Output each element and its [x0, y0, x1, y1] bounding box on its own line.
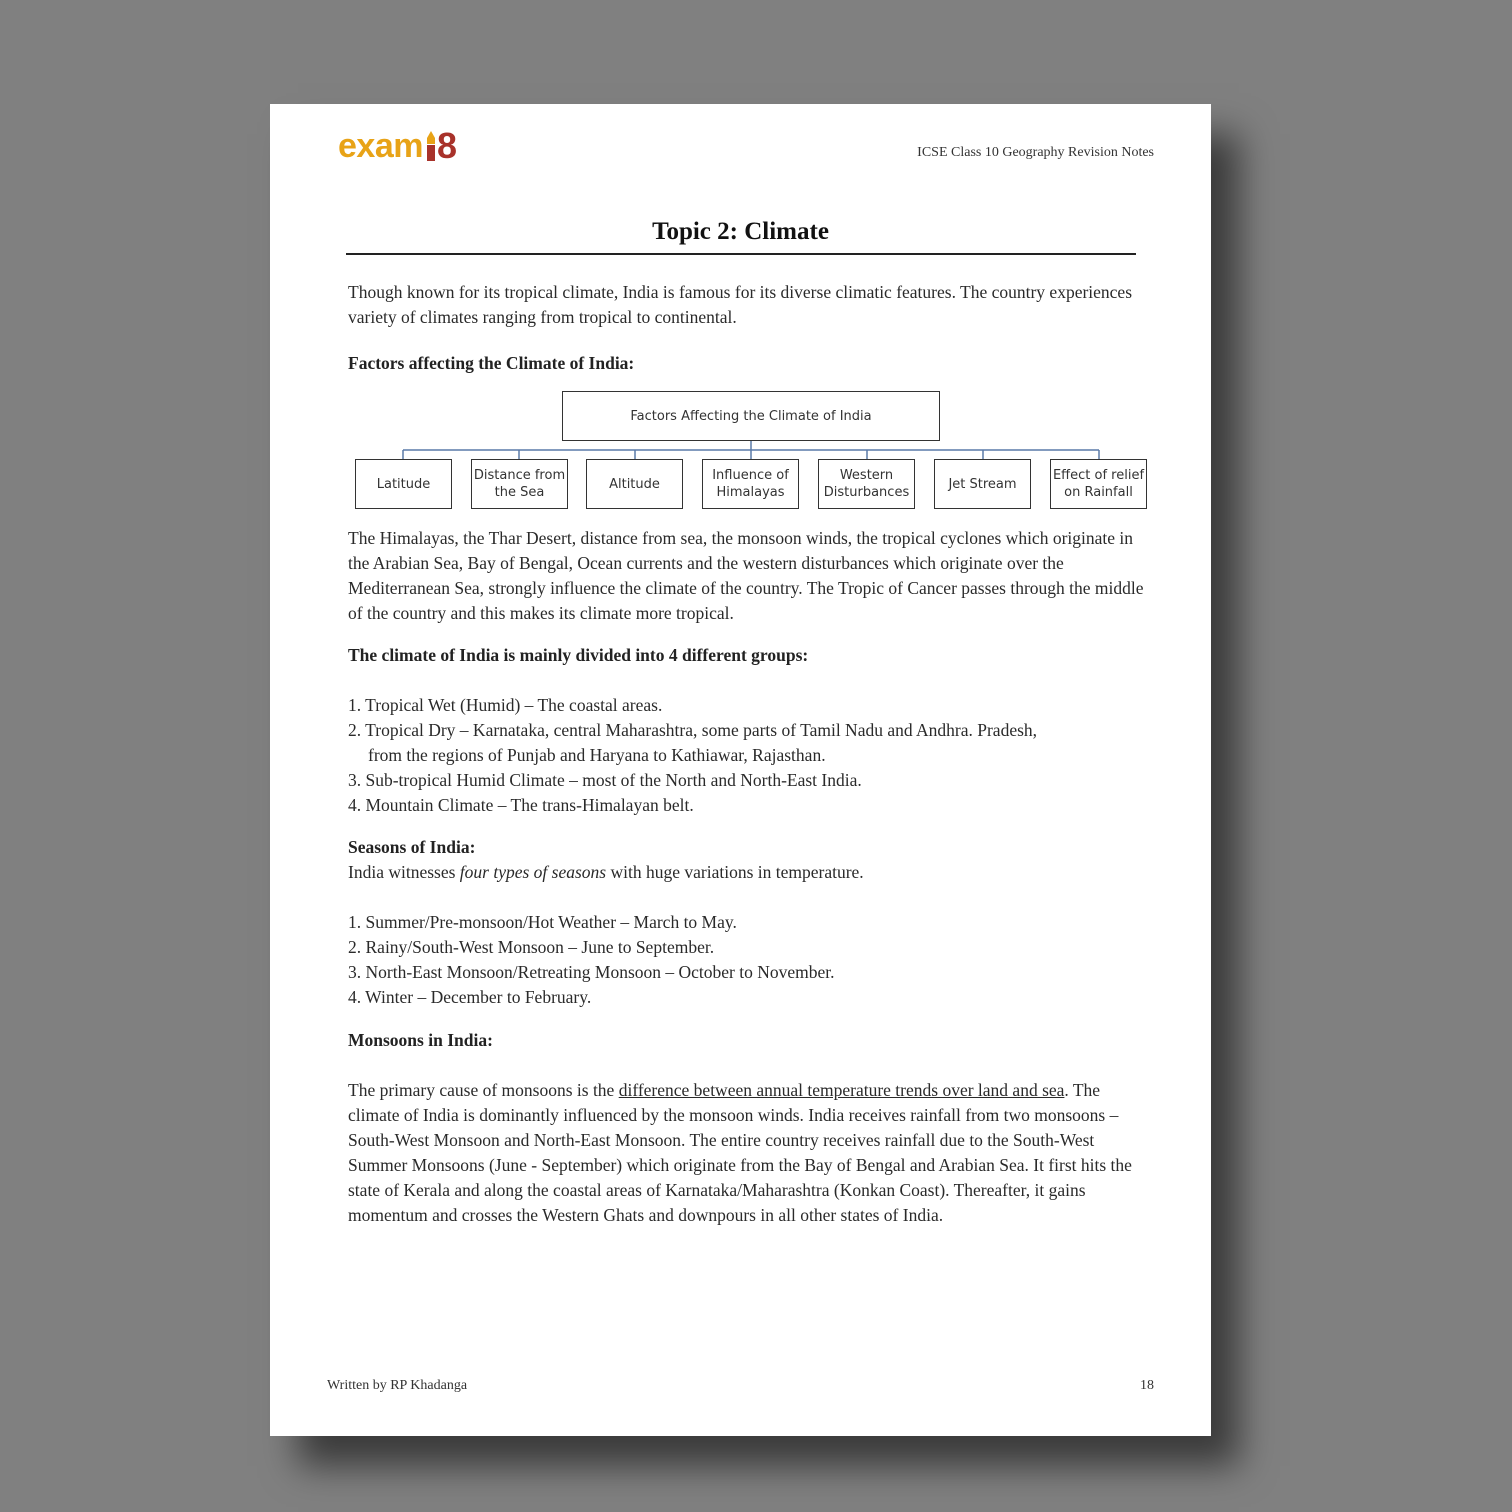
factor-box-altitude — [586, 459, 683, 509]
footer-page-number: 18 — [1140, 1378, 1154, 1393]
factors-paragraph: The Himalayas, the Thar Desert, distance from sea, the monsoon winds, the tropical cyclones which originate in the Arabian Sea, Bay of Bengal, Ocean currents and the western disturbances which originate over the Mediterranean Sea, strongly influence the climate of the country. The Tropic of Cancer passes through the middle of the country and this makes its climate more tropical. — [348, 528, 1144, 623]
intro-paragraph: Though known for its tropical climate, India is famous for its diverse climatic features. The country experiences variety of climates ranging from tropical to continental. — [348, 282, 1133, 327]
factor-box-latitude — [355, 459, 452, 509]
factor-label: Altitude — [609, 476, 660, 492]
seasons-intro — [348, 860, 1148, 885]
seasons-intro-italic: four types of seasons — [459, 862, 607, 882]
factor-label: Jet Stream — [948, 476, 1017, 492]
factor-box-jet-stream — [934, 459, 1031, 509]
factor-label: Distance from — [473, 468, 566, 483]
factor-label: the Sea — [494, 485, 545, 500]
list-item: 2. Tropical Dry – Karnataka, central Maharashtra, some parts of Tamil Nadu and Andhra. Pradesh, from the regions of Punjab and Haryana to Kathiawar, Rajasthan. — [348, 720, 1038, 765]
factor-box-distance-from-sea — [471, 459, 568, 509]
list-item: 2. Rainy/South-West Monsoon – June to September. — [348, 937, 715, 957]
monsoons-text: The primary cause of monsoons is the — [348, 1080, 619, 1100]
list-item: 3. North-East Monsoon/Retreating Monsoon – October to November. — [348, 962, 835, 982]
footer-author: Written by RP Khadanga — [327, 1378, 468, 1393]
diagram-root-label: Factors Affecting the Climate of India — [630, 408, 872, 424]
page-title: Topic 2: Climate — [652, 218, 829, 245]
factors-heading: Factors affecting the Climate of India: — [348, 353, 635, 373]
factor-label: Latitude — [376, 476, 431, 492]
document-header-title: ICSE Class 10 Geography Revision Notes — [917, 145, 1154, 160]
seasons-heading: Seasons of India: — [348, 837, 476, 857]
monsoons-heading: Monsoons in India: — [348, 1030, 493, 1050]
monsoons-paragraph — [348, 1078, 1138, 1228]
factor-label: Western — [839, 468, 894, 483]
logo-mark — [425, 126, 456, 166]
seasons-intro-text: with huge variations in temperature. — [606, 862, 864, 882]
factor-box-himalayas — [702, 459, 799, 509]
pencil-icon — [425, 131, 437, 163]
monsoons-text: . The climate of India is dominantly influenced by the monsoon winds. India receives rainfall from two monsoons – South-West Monsoon and North-East Monsoon. The entire country receives rainfall due to the South-West Summer Monsoons (June - September) which originate from the Bay of Bengal and Arabian Sea. It first hits the state of Kerala and along the coastal areas of Karnataka/Maharashtra (Konkan Coast). Thereafter, it gains momentum and crosses the Western Ghats and downpours in all other states of India. — [348, 1080, 1132, 1225]
factor-label: Influence of — [712, 468, 789, 483]
factor-box-relief-rainfall — [1050, 459, 1147, 509]
factor-label: on Rainfall — [1064, 485, 1133, 500]
list-item: 3. Sub-tropical Humid Climate – most of the North and North-East India. — [348, 770, 862, 790]
factor-label: Disturbances — [823, 485, 910, 500]
exam18-logo — [338, 126, 456, 166]
logo-text: exam — [338, 127, 423, 165]
title-rule — [346, 253, 1136, 255]
groups-heading: The climate of India is mainly divided into 4 different groups: — [348, 645, 809, 665]
diagram-root-box — [562, 391, 940, 441]
monsoons-underlined-text: difference between annual temperature trends over land and sea — [618, 1080, 1065, 1100]
factor-box-western-disturbances — [818, 459, 915, 509]
list-item: 4. Mountain Climate – The trans-Himalayan belt. — [348, 795, 694, 815]
groups-list — [348, 693, 1148, 818]
logo-number: 8 — [436, 125, 456, 166]
document-page — [270, 104, 1211, 1436]
list-item: 4. Winter – December to February. — [348, 987, 592, 1007]
factor-label: Effect of relief — [1052, 468, 1145, 483]
factor-label: Himalayas — [716, 485, 785, 500]
seasons-list — [348, 910, 1148, 1010]
list-item: 1. Tropical Wet (Humid) – The coastal areas. — [348, 695, 663, 715]
list-item: 1. Summer/Pre-monsoon/Hot Weather – March to May. — [348, 912, 737, 932]
seasons-intro-text: India witnesses — [348, 862, 460, 882]
